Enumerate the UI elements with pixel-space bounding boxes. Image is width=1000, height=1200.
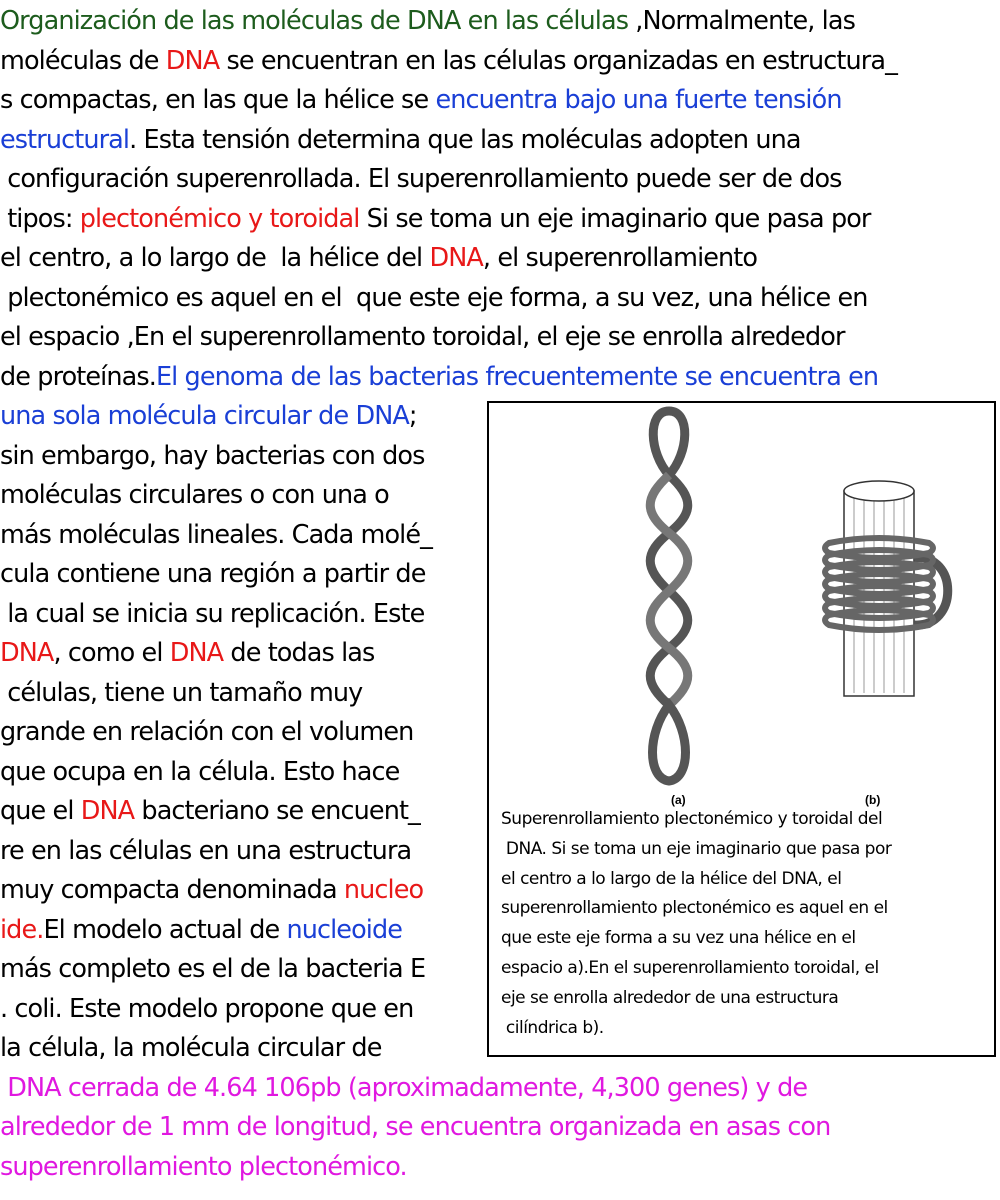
text-segment: DNA: [169, 638, 224, 668]
caption-line: Superenrollamiento plectonémico y toroidal del: [501, 809, 883, 829]
text-line: [0, 1068, 807, 1108]
text-segment: moléculas de: [0, 45, 166, 76]
text-segment: estructural: [0, 124, 130, 155]
text-segment: DNA: [80, 796, 135, 826]
text-segment: plectonémico es aquel en el que este eje forma, a su vez, una hélice en: [0, 282, 868, 313]
text-segment: de proteínas.: [0, 361, 156, 392]
text-segment: grande en relación con el volumen: [0, 717, 414, 747]
text-line: [0, 436, 424, 476]
text-segment: DNA: [0, 638, 54, 668]
text-line: [0, 989, 413, 1029]
text-line: [0, 317, 845, 357]
text-segment: de todas las: [223, 638, 375, 668]
text-line: [0, 475, 389, 515]
text-segment: el espacio ,En el superenrollamento toroidal, el eje se enrolla alrededor: [0, 322, 845, 352]
text-line: [0, 238, 757, 278]
caption-line: superenrollamiento plectonémico es aquel en el: [501, 898, 888, 919]
text-segment: células, tiene un tamaño muy: [0, 677, 363, 708]
figure-box: [487, 401, 996, 1057]
text-line: [0, 791, 420, 831]
text-line: [0, 554, 426, 594]
text-segment: bacteriano se encuent_: [134, 796, 420, 826]
supercoiling-illustration: [489, 403, 994, 803]
panel-label-b: (b): [865, 793, 881, 807]
text-segment: plectonémico y toroidal: [79, 203, 360, 234]
text-segment: . coli. Este modelo propone que en: [0, 993, 414, 1024]
text-segment: la cual se inicia su replicación. Este: [0, 598, 425, 629]
text-line: [0, 199, 871, 239]
text-segment: alrededor de 1 mm de longitud, se encuentra organizada en asas con: [0, 1112, 831, 1142]
text-line: [0, 1107, 830, 1147]
text-line: [0, 278, 868, 318]
text-segment: , el superenrollamiento: [482, 243, 758, 273]
text-line: [0, 357, 878, 397]
text-segment: ide.: [0, 914, 44, 945]
text-line: [0, 396, 417, 436]
text-segment: Organización de las moléculas de DNA en las células: [0, 6, 636, 36]
caption-line: que este eje forma a su vez una hélice en el: [501, 928, 856, 949]
text-segment: DNA: [429, 243, 483, 273]
text-segment: que ocupa en la célula. Esto hace: [0, 756, 400, 787]
text-segment: muy compacta denominada: [0, 875, 344, 905]
text-segment: cula contiene una región a partir de: [0, 559, 426, 589]
text-segment: configuración superenrollada. El superenrollamiento puede ser de dos: [0, 164, 842, 194]
caption-line: el centro a lo largo de la hélice del DNA, el: [501, 868, 842, 889]
text-segment: ;: [408, 401, 417, 431]
text-line: [0, 159, 842, 199]
text-segment: . Esta tensión determina que las moléculas adopten una: [129, 124, 801, 155]
caption-line: eje se enrolla alrededor de una estructura: [501, 987, 839, 1008]
text-segment: la célula, la molécula circular de: [0, 1033, 382, 1063]
text-segment: sin embargo, hay bacterias con dos: [0, 440, 425, 471]
text-line: [0, 673, 362, 713]
plectonemic-supercoil-drawing: [650, 411, 688, 781]
text-line: [0, 1, 855, 41]
text-line: [0, 1147, 407, 1187]
text-line: [0, 910, 402, 950]
panel-label-a: (a): [671, 793, 686, 807]
text-segment: que el: [0, 796, 81, 826]
text-segment: nucleoide: [286, 914, 403, 945]
text-line: [0, 1028, 382, 1068]
text-line: [0, 80, 842, 120]
text-line: [0, 515, 432, 555]
text-segment: DNA: [165, 45, 220, 76]
text-segment: el centro, a lo largo de la hélice del: [0, 243, 430, 273]
text-line: [0, 41, 897, 81]
text-segment: s compactas, en las que la hélice se: [0, 85, 436, 115]
caption-line: espacio a).En el superenrollamiento toroidal, el: [501, 958, 879, 978]
text-line: [0, 594, 424, 634]
text-segment: se encuentran en las células organizadas en estructura_: [219, 45, 897, 76]
text-line: [0, 752, 399, 792]
text-segment: re en las células en una estructura: [0, 835, 412, 866]
text-segment: más completo es el de la bacteria E: [0, 954, 426, 984]
toroidal-supercoil-drawing: [825, 481, 948, 696]
text-segment: superenrollamiento plectonémico.: [0, 1151, 407, 1182]
text-segment: moléculas circulares o con una o: [0, 480, 389, 510]
text-segment: Si se toma un eje imaginario que pasa por: [359, 203, 871, 234]
text-segment: , como el: [53, 638, 170, 668]
text-segment: nucleo: [343, 875, 424, 905]
text-segment: tipos:: [0, 203, 80, 234]
text-segment: encuentra bajo una fuerte tensión: [435, 85, 842, 115]
text-segment: El modelo actual de: [43, 914, 287, 945]
text-segment: ,Normalmente, las: [635, 6, 855, 36]
text-line: [0, 712, 413, 752]
caption-line: DNA. Si se toma un eje imaginario que pasa por: [501, 838, 892, 859]
text-line: [0, 831, 411, 871]
text-segment: El genoma de las bacterias frecuentemente se encuentra en: [155, 361, 879, 392]
text-segment: DNA cerrada de 4.64 106pb (aproximadamente, 4,300 genes) y de: [0, 1072, 808, 1103]
caption-line: cilíndrica b).: [501, 1017, 604, 1038]
text-segment: una sola molécula circular de DNA: [0, 401, 409, 431]
text-line: [0, 870, 423, 910]
text-line: [0, 120, 801, 160]
text-line: [0, 633, 374, 673]
text-segment: más moléculas lineales. Cada molé_: [0, 519, 432, 550]
text-line: [0, 949, 425, 989]
